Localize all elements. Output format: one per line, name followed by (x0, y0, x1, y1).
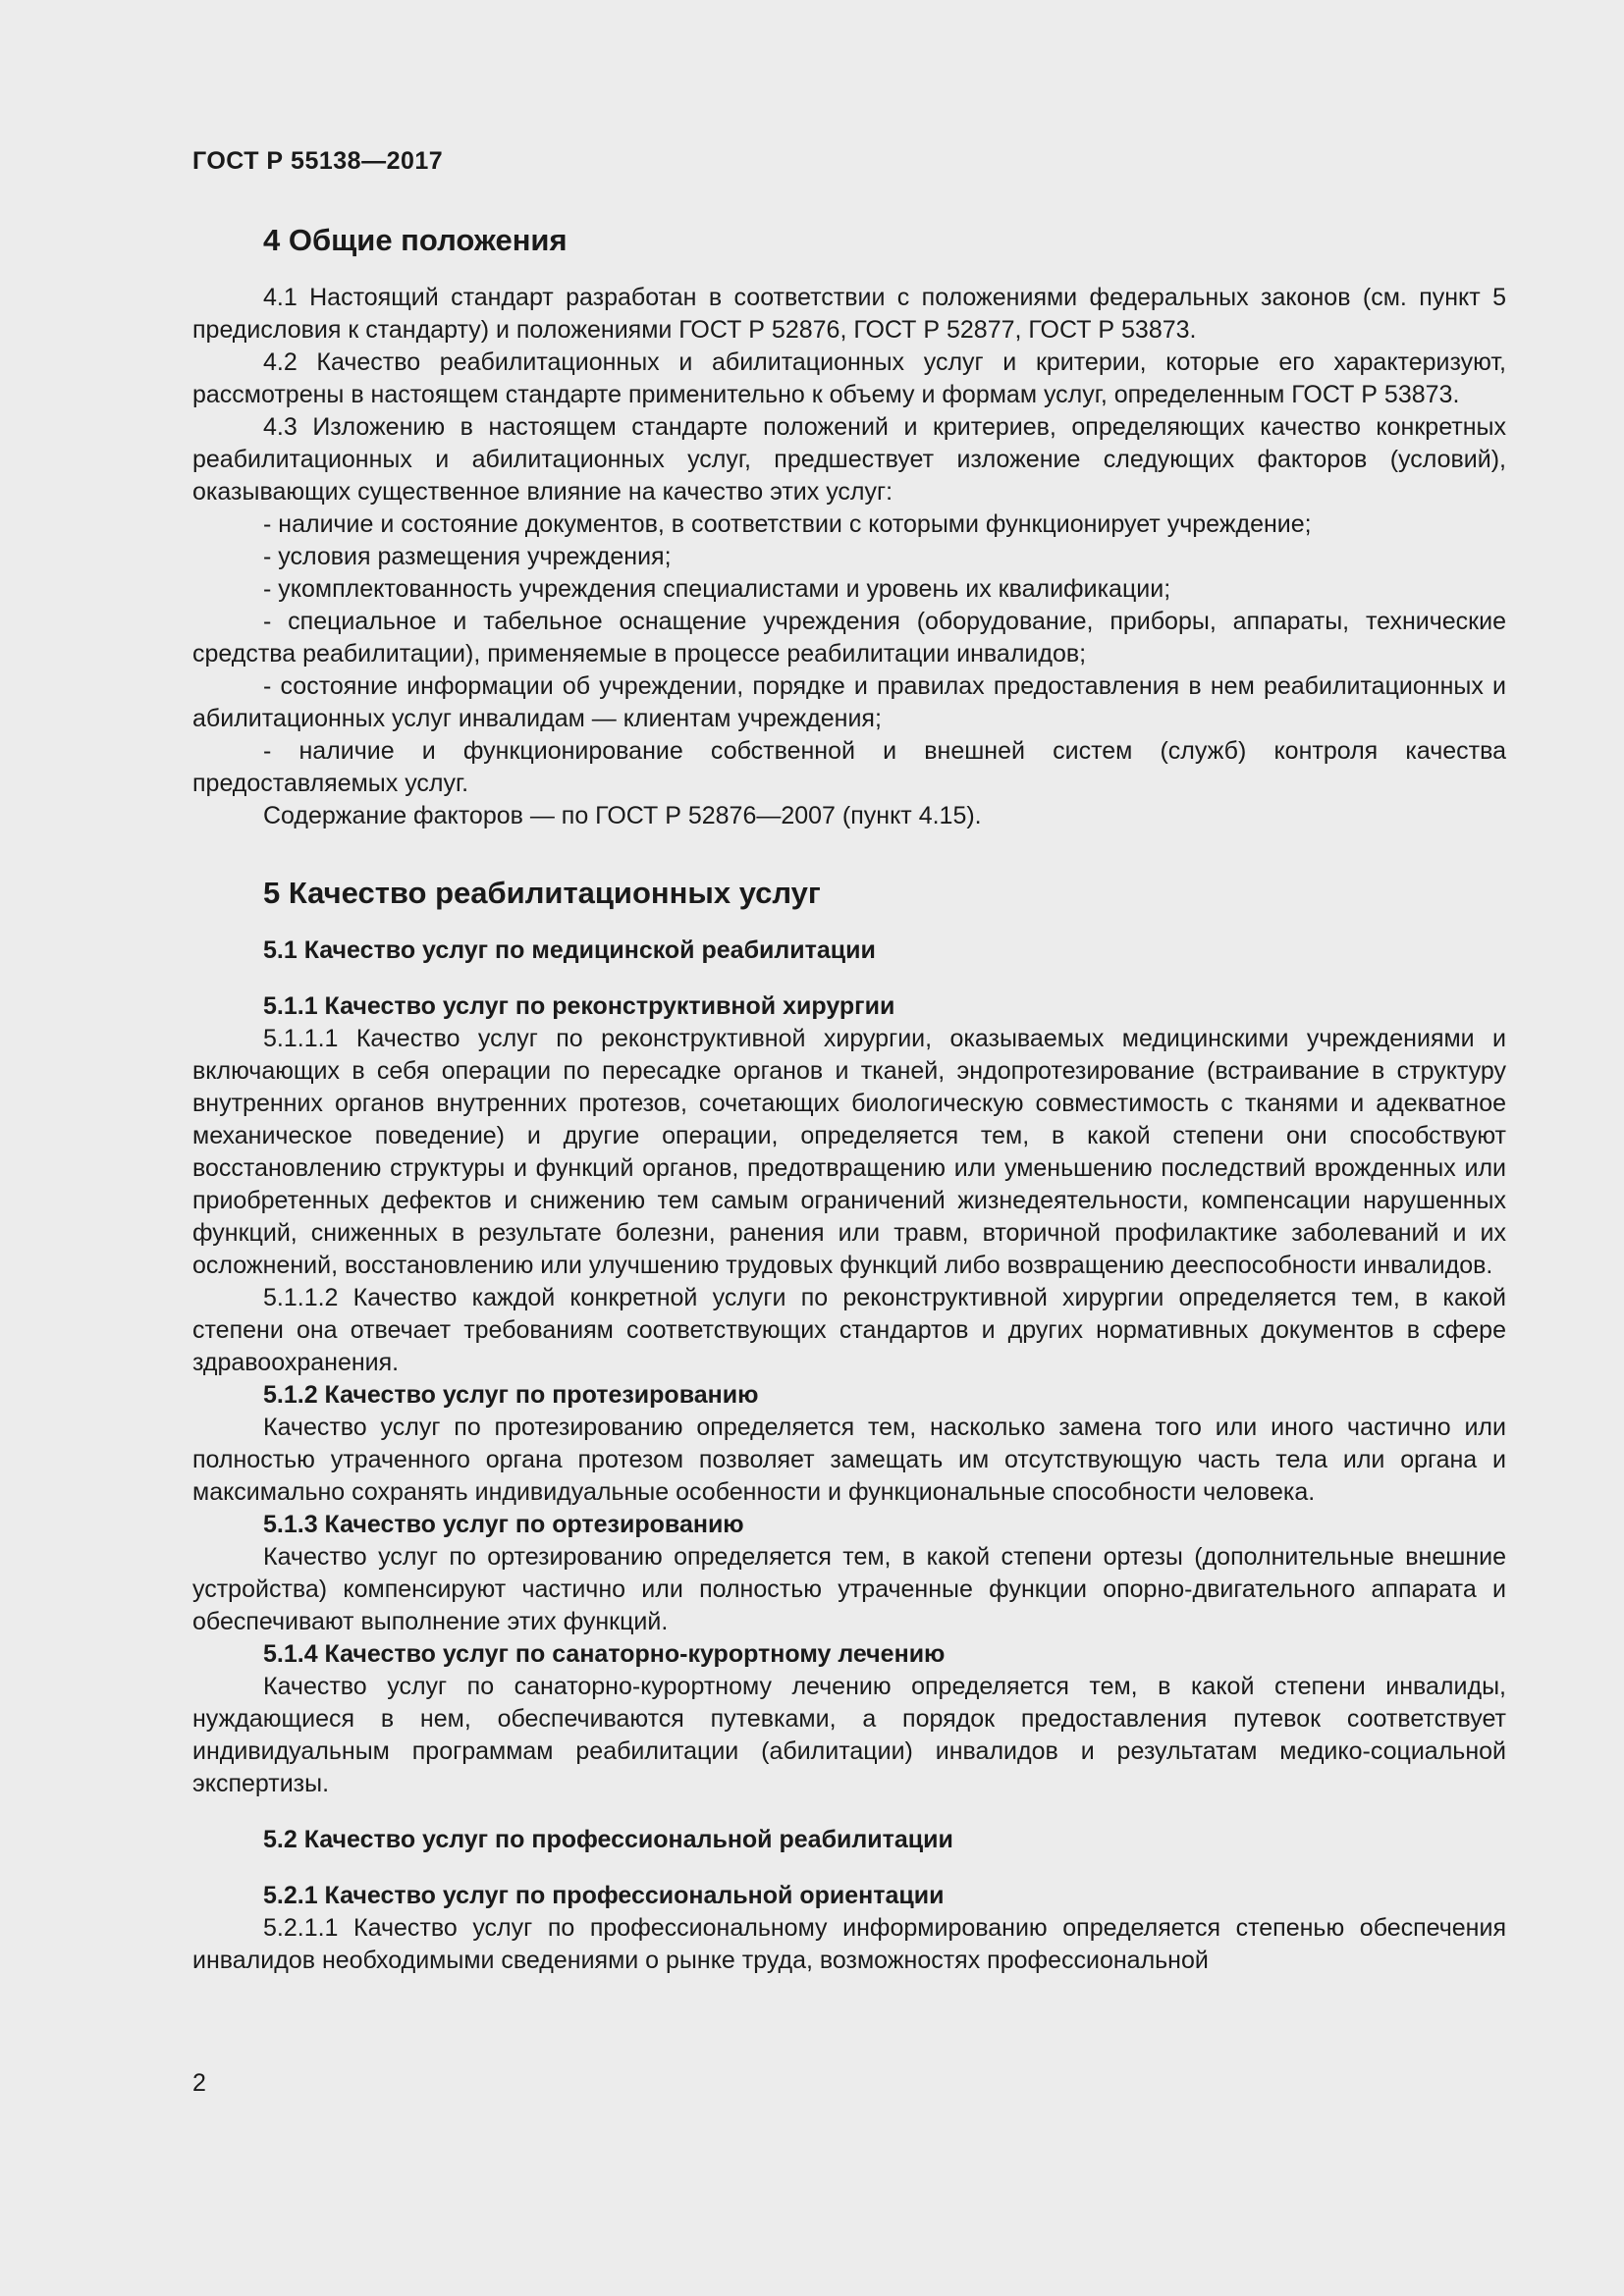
paragraph-4-1: 4.1 Настоящий стандарт разработан в соответствии с положениями федеральных законов (см. пункт 5 предисловия к стандарту) и положениями ГОСТ Р 52876, ГОСТ Р 52877, ГОСТ Р 53873. (192, 284, 1506, 344)
document-id: ГОСТ Р 55138—2017 (192, 147, 444, 175)
subsection-5-1-4-title: 5.1.4 Качество услуг по санаторно-курортному лечению (263, 1640, 946, 1668)
section-4-title: 4 Общие положения (263, 223, 568, 257)
list-item: - состояние информации об учреждении, порядке и правилах предоставления в нем реабилитационных и абилитационных услуг инвалидам — клиентам учреждения; (192, 672, 1506, 732)
paragraph-factors-reference: Содержание факторов — по ГОСТ Р 52876—2007 (пункт 4.15). (263, 802, 982, 829)
list-item: - специальное и табельное оснащение учреждения (оборудование, приборы, аппараты, технические средства реабилитации), применяемые в процессе реабилитации инвалидов; (192, 608, 1506, 667)
paragraph-5-2-1-1: 5.2.1.1 Качество услуг по профессиональному информированию определяется степенью обеспечения инвалидов необходимыми сведениями о рынке труда, возможностях профессиональной (192, 1914, 1506, 1974)
paragraph-4-3: 4.3 Изложению в настоящем стандарте положений и критериев, определяющих качество конкретных реабилитационных и абилитационных услуг, предшествует изложение следующих факторов (условий), оказывающих существенное влияние на качество этих услуг: (192, 413, 1506, 506)
subsection-5-2-1-title: 5.2.1 Качество услуг по профессиональной ориентации (263, 1882, 945, 1909)
page-number: 2 (192, 2069, 206, 2097)
spacer (192, 832, 1506, 876)
paragraph-5-1-1-1: 5.1.1.1 Качество услуг по реконструктивной хирургии, оказываемых медицинскими учреждениями и включающих в себя операции по пересадке органов и тканей, эндопротезирование (встраивание в структуру внутренних органов внутренних протезов, сочетающих биологическую совместимость с тканями и адекватное механическое поведение) и другие операции, определяется тем, в какой степени они способствуют восстановлению структуры и функций органов, предотвращению или уменьшению последствий врожденных или приобретенных дефектов и снижению тем самым ограничений жизнедеятельности, компенсации нарушенных функций, сниженных в результате болезни, ранения или травм, вторичной профилактике заболеваний и их осложнений, восстановлению или улучшению трудовых функций либо возвращению дееспособности инвалидов. (192, 1025, 1506, 1279)
paragraph-5-1-3: Качество услуг по ортезированию определяется тем, в какой степени ортезы (дополнительные внешние устройства) компенсируют частично или полностью утраченные функции опорно-двигательного аппарата и обеспечивают выполнение этих функций. (192, 1543, 1506, 1635)
list-item: - условия размещения учреждения; (263, 543, 672, 570)
paragraph-5-1-4: Качество услуг по санаторно-курортному лечению определяется тем, в какой степени инвалиды, нуждающиеся в нем, обеспечиваются путевками, а порядок предоставления путевок соответствует индивидуальным программам реабилитации (абилитации) инвалидов и результатам медико-социальной экспертизы. (192, 1673, 1506, 1797)
list-item: - наличие и состояние документов, в соответствии с которыми функционирует учреждение; (263, 510, 1312, 538)
list-item: - наличие и функционирование собственной и внешней систем (служб) контроля качества предоставляемых услуг. (192, 737, 1506, 797)
spacer (192, 967, 1506, 990)
paragraph-4-2: 4.2 Качество реабилитационных и абилитационных услуг и критерии, которые его характеризуют, рассмотрены в настоящем стандарте применительно к объему и формам услуг, определенным ГОСТ Р 53873. (192, 348, 1506, 408)
paragraph-5-1-1-2: 5.1.1.2 Качество каждой конкретной услуги по реконструктивной хирургии определяется тем, в какой степени она отвечает требованиям соответствующих стандартов и других нормативных документов в сфере здравоохранения. (192, 1284, 1506, 1376)
subsection-5-2-title: 5.2 Качество услуг по профессиональной реабилитации (263, 1826, 953, 1853)
section-5-title: 5 Качество реабилитационных услуг (263, 876, 821, 910)
subsection-5-1-1-title: 5.1.1 Качество услуг по реконструктивной хирургии (263, 992, 895, 1020)
subsection-5-1-title: 5.1 Качество услуг по медицинской реабилитации (263, 936, 876, 964)
subsection-5-1-2-title: 5.1.2 Качество услуг по протезированию (263, 1381, 759, 1409)
document-page (192, 147, 1506, 1977)
subsection-5-1-3-title: 5.1.3 Качество услуг по ортезированию (263, 1511, 744, 1538)
paragraph-5-1-2: Качество услуг по протезированию определяется тем, насколько замена того или иного частично или полностью утраченного органа протезом позволяет замещать им отсутствующую часть тела или органа и максимально сохранять индивидуальные особенности и функциональные способности человека. (192, 1414, 1506, 1506)
list-item: - укомплектованность учреждения специалистами и уровень их квалификации; (263, 575, 1171, 603)
spacer (192, 1856, 1506, 1880)
spacer (192, 1800, 1506, 1824)
